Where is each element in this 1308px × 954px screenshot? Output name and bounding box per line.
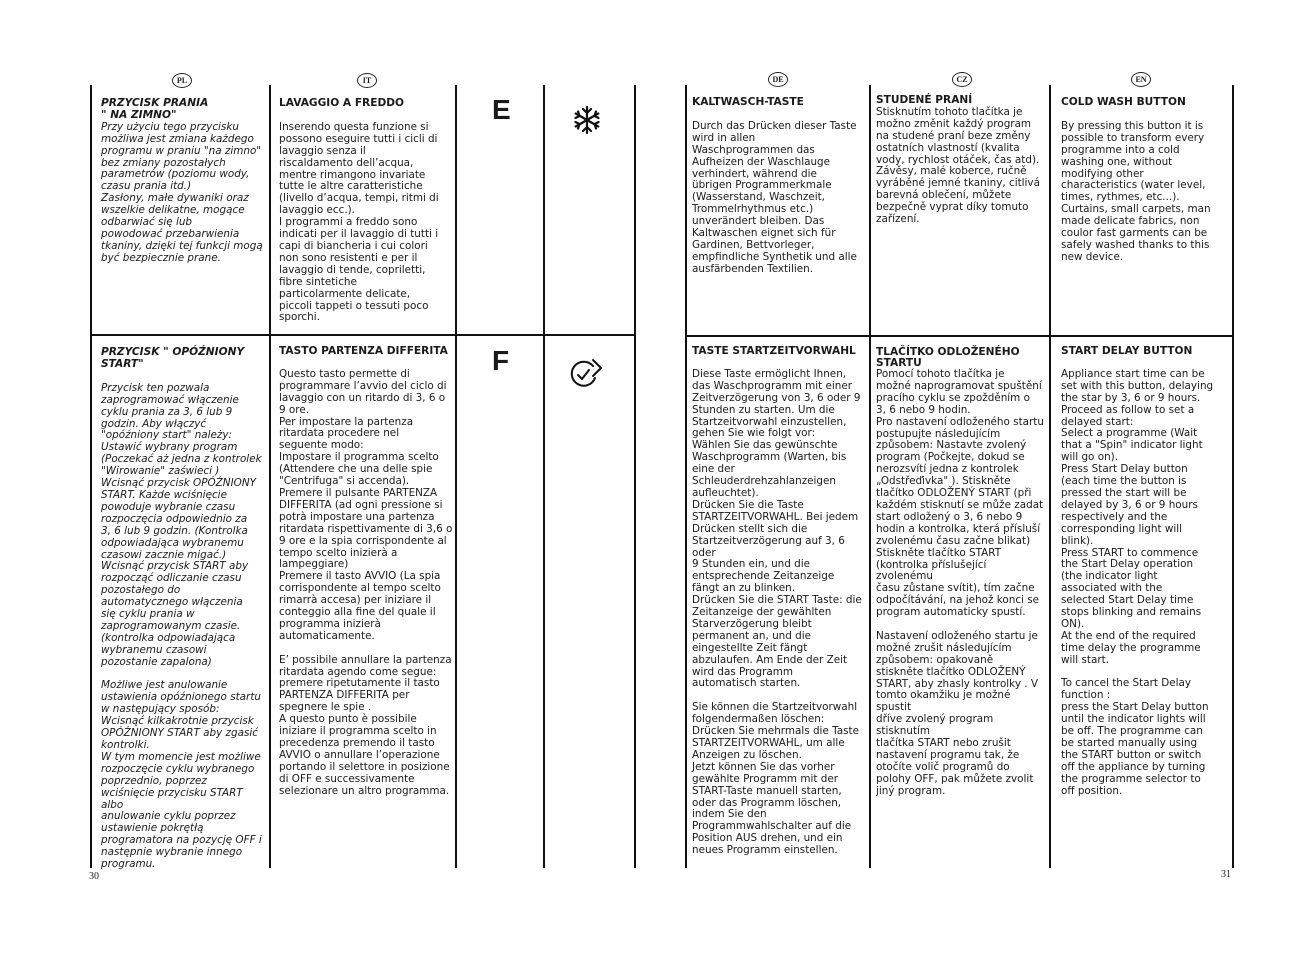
en-cold-wash-text: By pressing this button it is possible to transform every programme into a cold washing one, without modifying other characteristics (water level, times, rythmes, etc...). Curtains, small carpets, man made delicate fabrics, non coulor fast garments can be safely washed thanks to this new device.: [1061, 119, 1211, 263]
it-cold-wash-section: [279, 98, 451, 324]
cz-cold-wash-section: [876, 95, 1046, 226]
column-divider: [543, 85, 545, 868]
de-cold-wash-title: KALTWASCH-TASTE: [692, 96, 804, 108]
it-start-delay-section: [279, 346, 453, 798]
cz-start-delay-text: Pomocí tohoto tlačítka je možné naprogramovat spuštění pracího cyklu se zpožděním o 3, 6 nebo 9 hodin. Pro nastavení odloženého startu postupujte následujícím způsobem: Nastavte zvolený program (Počkejte, dokud se nerozsvítí jedna z kontrolek „Odstřeďivka" ). Stiskněte tlačítko ODLOŽENÝ START (při každém stisknutí se může zadat start odložený o 3, 6 nebo 9 hodin a kontrolka, která přísluší zvolenému času začne blikat) Stiskněte tlačítko START (kontrolka příslušející zvolenému času zůstane svítit), tím začne odpočítávání, na jehož konci se program automaticky spustí. Nastavení odloženého startu je možné zrušit následujícím způsobem: opakovaně stiskněte tlačítko ODLOŽENÝ START, aby zhasly kontrolky . V tomto okamžiku je možné spustit dříve zvolený program stisknutím tlačítka START nebo zrušit nastavení programu tak, že otočíte volič programů do polohy OFF, pak můžete zvolit jiný program.: [876, 368, 1044, 797]
it-start-delay-title: TASTO PARTENZA DIFFERITA: [279, 345, 448, 357]
section-letter-e: E: [492, 94, 511, 125]
flag-de: DE: [768, 72, 788, 87]
pl-start-delay-section: [101, 347, 266, 871]
en-cold-wash-title: COLD WASH BUTTON: [1061, 96, 1186, 108]
column-divider: [869, 85, 871, 868]
column-divider: [455, 85, 457, 868]
column-divider: [1232, 85, 1234, 868]
page-number-right: 31: [1221, 869, 1231, 880]
cz-cold-wash-title: STUDENÉ PRANÍ: [876, 94, 973, 106]
flag-pl: PL: [172, 73, 192, 88]
de-cold-wash-text: Durch das Drücken dieser Taste wird in allen Waschprogrammen das Aufheizen der Waschlauge verhindert, während die übrigen Programmerkmale (Wasserstand, Waschzeit, Trommelrhythmus etc.) unverändert bleiben. Das Kaltwaschen eignet sich für Gardinen, Bettvorleger, empfindliche Synthetik und alle ausfärbenden Textilien.: [692, 119, 857, 275]
column-divider: [269, 85, 271, 868]
de-cold-wash-section: [692, 97, 867, 276]
flag-en: EN: [1131, 72, 1151, 87]
it-start-delay-text: Questo tasto permette di programmare l’avvio del ciclo di lavaggio con un ritardo di 3, 6 o 9 ore. Per impostare la partenza ritardata procedere nel seguente modo: Impostare il programma scelto (Attendere che una delle spie "Centrifuga" si accenda). Premere il pulsante PARTENZA DIFFERITA (ad ogni pressione si potrà impostare una partenza ritardata rispettivamente di 3,6 o 9 ore e la spia corrispondente al tempo scelto inizierà a lampeggiare) Premere il tasto AVVIO (La spia corrispondente al tempo scelto rimarrà accesa) per iniziare il conteggio alla fine del quale il programma inizierà automaticamente. E’ possibile annullare la partenza ritardata agendo come segue: premere ripetutamente il tasto PARTENZA DIFFERITA per spegnere le spie . A questo punto è possibile iniziare il programma scelto in precedenza premendo il tasto AVVIO o annullare l’operazione portando il selettore in posizione di OFF e successivamente selezionare un altro programma.: [279, 367, 453, 797]
row-divider: [90, 334, 636, 336]
column-divider: [634, 85, 636, 868]
column-divider: [685, 85, 687, 868]
pl-start-delay-title: PRZYCISK " OPÓŹNIONY START": [101, 346, 245, 370]
de-start-delay-text: Diese Taste ermöglicht Ihnen, das Waschprogramm mit einer Zeitverzögerung von 3, 6 oder 9 Stunden zu starten. Um die Startzeitvorwahl einzustellen, gehen Sie wie folgt vor: Wählen Sie das gewünschte Waschprogramm (Warten, bis eine der Schleuderdrehzahlanzeigen aufleuchtet). Drücken Sie die Taste STARTZEITVORWAHL. Bei jedem Drücken stellt sich die Startzeitverzögerung auf 3, 6 oder 9 Stunden ein, und die entsprechende Zeitanzeige fängt an zu blinken. Drücken Sie die START Taste: die Zeitanzeige der gewählten Starverzögerung bleibt permanent an, und die eingestellte Zeit fängt abzulaufen. Am Ende der Zeit wird das Programm automatisch starten. Sie können die Startzeitvorwahl folgendermaßen löschen: Drücken Sie mehrmals die Taste STARTZEITVORWAHL, um alle Anzeigen zu löschen. Jetzt können Sie das vorher gewählte Programm mit der START-Taste manuell starten, oder das Programm löschen, indem Sie den Programmwahlschalter auf die Position AUS drehen, und ein neues Programm einstellen.: [692, 367, 862, 857]
en-cold-wash-section: [1061, 97, 1231, 264]
cz-cold-wash-text: Stisknutím tohoto tlačítka je možno změnit každý program na studené praní beze změny ostatních vlastností (kvalita vody, rychlost otáček, čas atd). Závěsy, malé koberce, ručně vyráběné jemné tkaniny, citlivá barevná oblečení, můžete bezpečně vyprat díky tomuto zařízení.: [876, 105, 1040, 226]
flag-it: IT: [357, 73, 377, 88]
section-letter-f: F: [492, 345, 510, 376]
en-start-delay-section: [1061, 346, 1231, 798]
pl-cold-wash-title: PRZYCISK PRANIA " NA ZIMNO": [101, 97, 209, 121]
it-cold-wash-text: Inserendo questa funzione si possono eseguire tutti i cicli di lavaggio senza il riscaldamento dell’acqua, mentre rimangono invariate tutte le altre caratteristiche (livello d’acqua, tempi, ritmi di lavaggio ecc.). I programmi a freddo sono indicati per il lavaggio di tutti i capi di biancheria i cui colori non sono resistenti e per il lavaggio di tende, copriletti, fibre sintetiche particolarmente delicate, piccoli tappeti o tessuti poco sporchi.: [279, 120, 439, 324]
page-number-left: 30: [89, 871, 99, 882]
cz-start-delay-section: [876, 347, 1046, 798]
column-divider: [1049, 85, 1051, 868]
snowflake-icon: [572, 105, 602, 135]
row-divider: [685, 335, 1234, 337]
flag-cz: CZ: [952, 72, 972, 87]
en-start-delay-title: START DELAY BUTTON: [1061, 345, 1193, 357]
clock-play-icon: [567, 356, 607, 392]
de-start-delay-title: TASTE STARTZEITVORWAHL: [692, 345, 856, 357]
de-start-delay-section: [692, 346, 867, 857]
pl-cold-wash-text: Przy użyciu tego przycisku możliwa jest zmiana każdego programu w praniu "na zimno" bez zmiany pozostałych parametrów (poziomu wody, czasu prania itd.) Zasłony, małe dywaniki oraz wszelkie delikatne, mogące odbarwiać się lub powodować przebarwienia tkaniny, dzięki tej funkcji mogą być bezpiecznie prane.: [101, 120, 263, 264]
column-divider: [90, 85, 92, 868]
cz-start-delay-title: TLAČÍTKO ODLOŽENÉHO STARTU: [876, 346, 1020, 369]
pl-start-delay-text: Przycisk ten pozwala zaprogramować włączenie cyklu prania za 3, 6 lub 9 godzin. Aby włączyć "opóźniony start" należy: Ustawić wybrany program (Poczekać aż jedna z kontrolek "Wirowanie" zaświeci ) Wcisnąć przycisk OPÓŹNIONY START. Każde wciśnięcie powoduje wybranie czasu rozpoczęcia odpowiednio za 3, 6 lub 9 godzin. (Kontrolka odpowiadająca wybranemu czasowi zacznie migać.) Wcisnąć przycisk START aby rozpocząć odliczanie czasu pozostałego do automatycznego włączenia się cyklu prania w zaprogramowanym czasie. (kontrolka odpowiadająca wybranemu czasowi pozostanie zapalona) Możliwe jest anulowanie ustawienia opóźnionego startu w następujący sposób: Wcisnąć kilkakrotnie przycisk OPÓŹNIONY START aby zgasić kontrolki. W tym momencie jest możliwe rozpoczęcie cyklu wybranego poprzednio, poprzez wciśnięcie przycisku START albo anulowanie cyklu poprzez ustawienie pokrętłą programatora na pozycję OFF i następnie wybranie innego programu.: [101, 381, 262, 871]
en-start-delay-text: Appliance start time can be set with this button, delaying the star by 3, 6 or 9 hours. Proceed as follow to set a delayed start: Select a programme (Wait that a "Spin" indicator light will go on). Press Start Delay button (each time the button is pressed the start will be delayed by 3, 6 or 9 hours respectively and the corresponding light will blink). Press START to commence the Start Delay operation (the indicator light associated with the selected Start Delay time stops blinking and remains ON). At the end of the required time delay the programme will start. To cancel the Start Delay function : press the Start Delay button until the indicator lights will be off. The programme can be started manually using the START button or switch off the appliance by turning the programme selector to off position.: [1061, 367, 1214, 797]
it-cold-wash-title: LAVAGGIO A FREDDO: [279, 97, 405, 109]
pl-cold-wash-section: [101, 98, 266, 265]
